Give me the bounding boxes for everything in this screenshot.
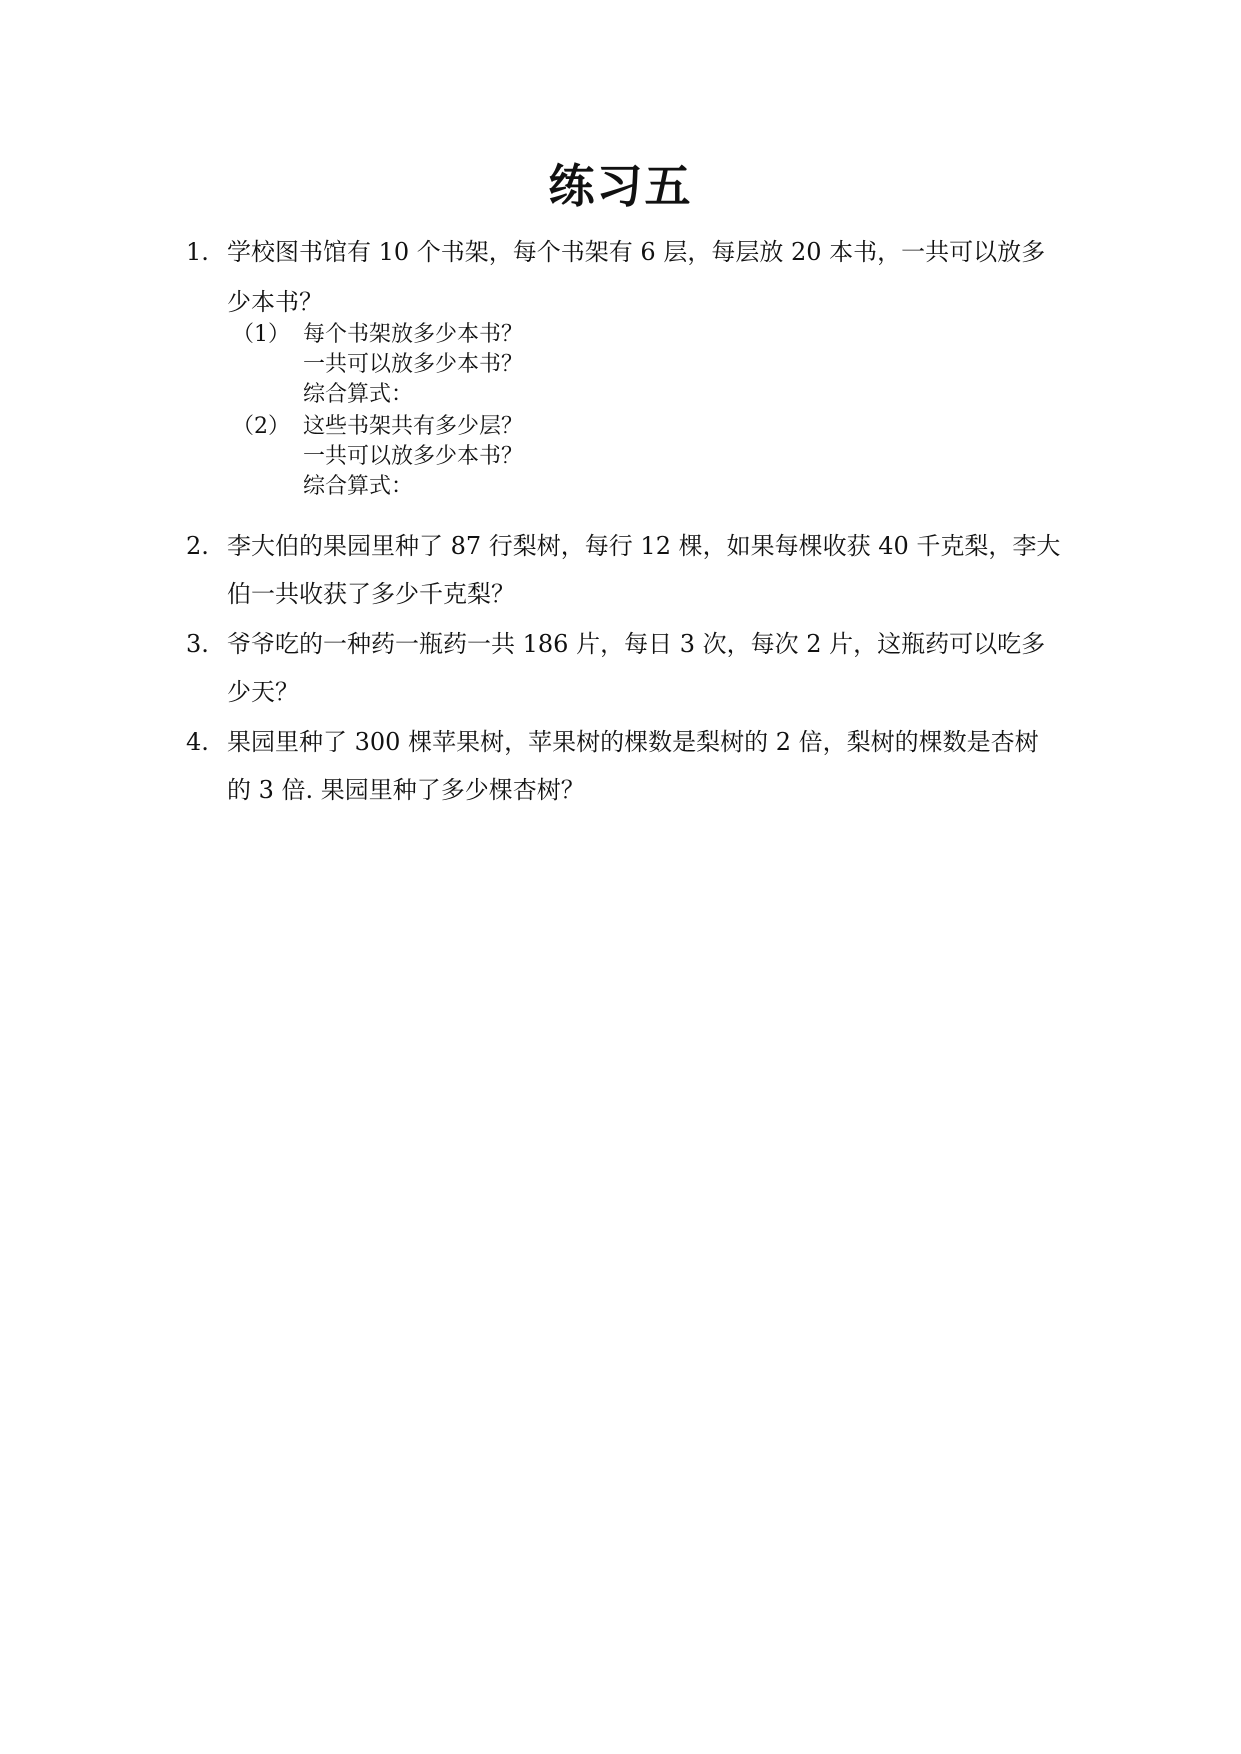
question-1-part-2-label: （2） <box>232 414 290 439</box>
question-1-part-2-line-3: 综合算式： <box>303 474 414 499</box>
page-title: 练习五 <box>548 159 693 213</box>
question-1-part-1-line-2: 一共可以放多少本书？ <box>303 352 524 377</box>
question-2-line-2: 伯一共收获了多少千克梨？ <box>227 580 515 608</box>
question-2-number: 2. <box>186 532 209 560</box>
question-1-number: 1. <box>186 238 209 266</box>
question-1-part-1-line-3: 综合算式： <box>303 382 414 407</box>
question-1-part-2-line-2: 一共可以放多少本书？ <box>303 444 524 469</box>
question-1-line-2: 少本书？ <box>227 288 323 316</box>
question-3-line-1: 爷爷吃的一种药一瓶药一共 186 片，每日 3 次，每次 2 片，这瓶药可以吃多 <box>227 630 1046 658</box>
question-1-part-1-line-1: 每个书架放多少本书？ <box>303 322 524 347</box>
question-1-part-2-line-1: 这些书架共有多少层？ <box>303 414 524 439</box>
question-2-line-1: 李大伯的果园里种了 87 行梨树，每行 12 棵，如果每棵收获 40 千克梨，李大 <box>227 532 1061 560</box>
question-3-line-2: 少天？ <box>227 678 299 706</box>
question-4-line-1: 果园里种了 300 棵苹果树，苹果树的棵数是梨树的 2 倍，梨树的棵数是杏树 <box>227 728 1039 756</box>
question-4-line-2: 的 3 倍. 果园里种了多少棵杏树？ <box>227 776 585 804</box>
question-4-number: 4. <box>186 728 209 756</box>
question-1-part-1-label: （1） <box>232 322 290 347</box>
question-3-number: 3. <box>186 630 209 658</box>
question-1-line-1: 学校图书馆有 10 个书架，每个书架有 6 层，每层放 20 本书，一共可以放多 <box>227 238 1046 266</box>
